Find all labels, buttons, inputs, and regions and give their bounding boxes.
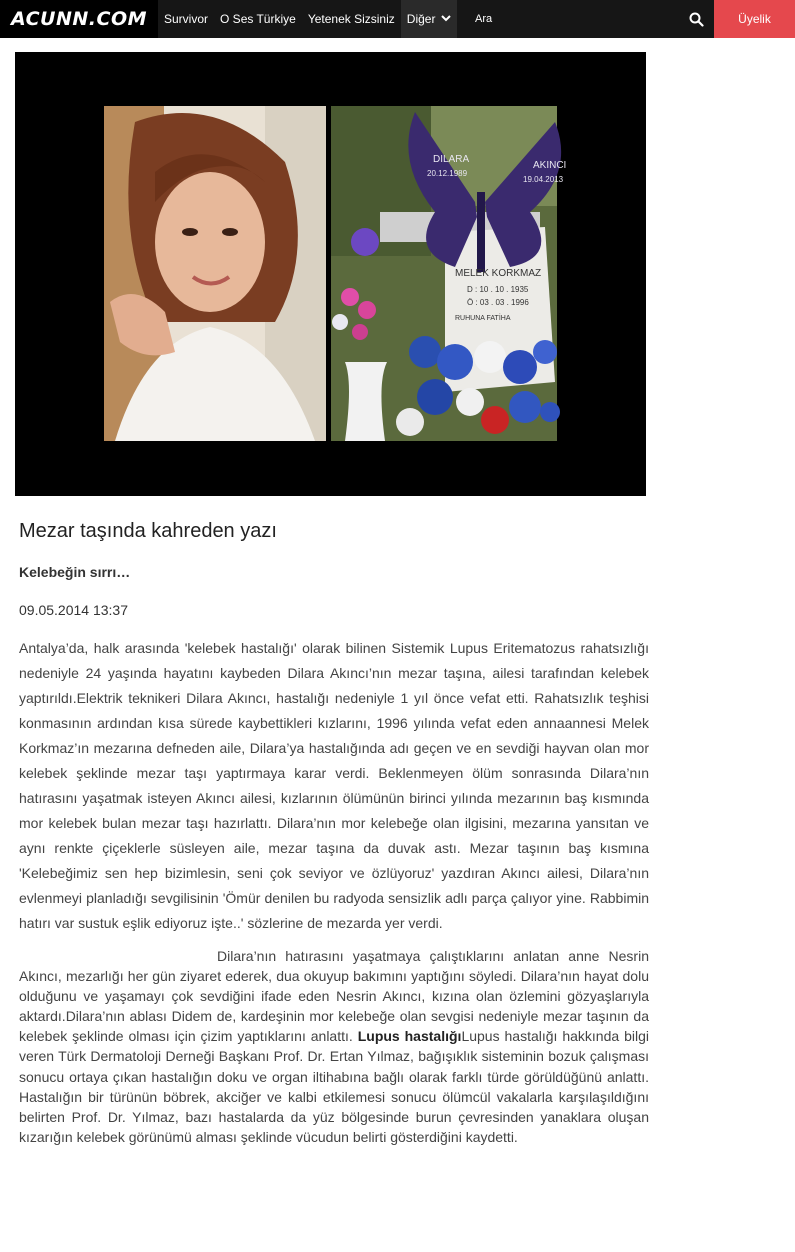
site-logo[interactable]: ACUNN.COM <box>0 0 158 38</box>
article-body <box>19 516 649 1147</box>
stone-name: MELEK KORKMAZ <box>455 268 542 279</box>
grave-name-left: DILARA <box>433 154 470 165</box>
stone-footer: RUHUNA FATİHA <box>455 315 511 322</box>
portrait-photo <box>104 106 326 441</box>
nav-item-yetenek-sizsiniz[interactable]: Yetenek Sizsiniz <box>307 12 395 26</box>
grave-date-left: 20.12.1989 <box>427 169 468 178</box>
article-paragraph-1: Antalya’da, halk arasında 'kelebek hastalığı' olarak bilinen Sistemik Lupus Eritematozus rahatsızlığı nedeniyle 24 yaşında hayatını kaybeden Dilara Akıncı’nın mezar taşına, ailesi tarafından kelebek yaptırıldı.Elektrik teknikeri Dilara Akıncı, hastalığı nedeniyle 1 yıl önce vefat etti. Rahatsızlık teşhisi konmasının ardından kısa sürede kaybettikleri kızlarını, 1996 yılında vefat eden annaannesi Melek Korkmaz’ın mezarına defneden aile, Dilara’ya hastalığında adı geçen ve en sevdiği hayvan olan mor kelebek şeklinde mezar taşı yaptırmaya karar verdi. Beklenmeyen ölüm sonrasında Dilara’nın hatırasını yaşatmak isteyen Akıncı ailesi, kızlarının ölümünün birinci yılında mezarının baş kısmında mor kelebek bulan mezar taşı hazırlattı. Dilara’nın mor kelebeğe olan ilgisini, mezarına yansıtan ve aynı renkte çiçeklerle süsleyen aile, mezar taşına da duvak astı. Mezar taşının baş kısmına 'Kelebeğimiz sen hep bizimlesin, seni çok seviyor ve özlüyoruz' yazdıran Akıncı ailesi, Dilara’nın evlenmeyi planladığı sevgilisinin 'Ömür denilen bu radyoda sensizlik adlı parça çalıyor yine. Rabbimin hatırı var sustuk eşlik ediyoruz işte..' sözlerine de mezarda yer verdi. <box>19 640 649 931</box>
chevron-down-icon <box>441 14 451 24</box>
article-paragraph-2 <box>19 946 649 1147</box>
lupus-heading-inline: Lupus hastalığı <box>357 1028 462 1045</box>
search-input[interactable] <box>468 0 678 38</box>
nav-item-o-ses-turkiye[interactable]: O Ses Türkiye <box>220 12 296 26</box>
top-navigation-bar <box>0 0 795 38</box>
paragraph-2-text-a: Dilara’nın hatırasını yaşatmaya çalıştıklarını anlatan anne Nesrin Akıncı, mezarlığı her gün ziyaret ederek, dua okuyup bakımını yaptığını söyledi. Dilara’nın hayat dolu olduğunu ve yaşamayı çok sevdiğini ifade eden Nesrin Akıncı, kızına olan özlemini gözyaşlarıyla aktardı.Dilara’nın ablası Didem de, kardeşinin mor kelebeğe olan sevgisi nedeniyle mezar taşının da kelebek şeklinde olması için çizim yaptıklarını anlattı. <box>19 948 649 1045</box>
search-icon <box>689 12 704 27</box>
article-subtitle: Kelebeğin sırrı… <box>19 564 131 580</box>
main-nav <box>158 0 457 38</box>
grave-name-right: AKINCI <box>533 160 567 171</box>
article-date: 09.05.2014 13:37 <box>19 602 128 618</box>
grave-photo <box>331 106 566 441</box>
stone-date-2: Ö : 03 . 03 . 1996 <box>467 298 529 307</box>
nav-item-survivor[interactable]: Survivor <box>164 12 209 26</box>
article-hero-image <box>15 52 646 496</box>
membership-button[interactable]: Üyelik <box>714 0 795 38</box>
nav-item-diger[interactable] <box>401 0 458 38</box>
search-button[interactable] <box>680 0 712 38</box>
stone-date-1: D : 10 . 10 . 1935 <box>467 285 529 294</box>
nav-item-diger-label: Diğer <box>406 12 436 26</box>
grave-date-right: 19.04.2013 <box>523 175 564 184</box>
article-title: Mezar taşında kahreden yazı <box>19 520 277 542</box>
paragraph-2-text-b: Lupus hastalığı hakkında bilgi veren Türk Dermatoloji Derneği Başkanı Prof. Dr. Ertan Yılmaz, bağışıklık sisteminin bozuk çalışması sonucu ortaya çıkan hastalığın doku ve organ iltihabına bağlı olarak farklı türde görüldüğünü anlattı. Hastalığın bir türünün böbrek, akciğer ve kalbi etkilemesi sonucu ölümcül vakalarla karşılaşıldığını belirten Prof. Dr. Yılmaz, bazı hastalarda da yüz bölgesinde burun çevresinden yanaklara oluşan kızarığın kelebek görünümü alması şeklinde vücudun belirti gösterdiğini kaydetti. <box>19 1028 649 1145</box>
